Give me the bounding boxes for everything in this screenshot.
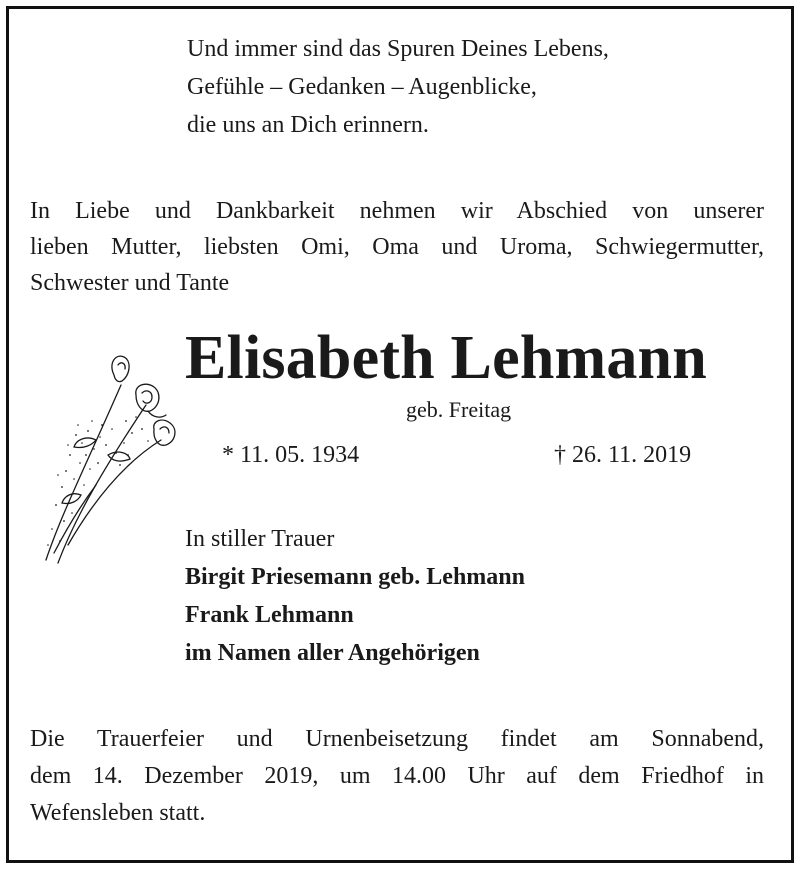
poem-line: Gefühle – Gedanken – Augenblicke, [187,74,537,100]
poem-line: die uns an Dich erinnern. [187,112,429,138]
poem [187,30,609,144]
birth-date: * 11. 05. 1934 [222,442,360,468]
mourner-name: im Namen aller Angehörigen [185,640,480,666]
mourning-heading: In stiller Trauer [185,526,335,552]
maiden-name: geb. Freitag [406,397,512,422]
mourner-name: Frank Lehmann [185,602,354,628]
funeral-line: Die Trauerfeier und Urnenbeisetzung findet am Sonnabend, [30,726,764,752]
poem-line: Und immer sind das Spuren Deines Lebens, [187,36,609,62]
intro-line: Schwester und Tante [30,270,230,296]
mourner-name: Birgit Priesemann geb. Lehmann [185,564,525,590]
intro-text [30,193,764,301]
mourners [185,520,525,672]
funeral-info [30,721,764,832]
deceased-name: Elisabeth Lehmann [185,324,707,392]
intro-line: lieben Mutter, liebsten Omi, Oma und Uroma, Schwiegermutter, [30,234,764,260]
funeral-line: Wefensleben statt. [30,800,206,826]
death-date: † 26. 11. 2019 [554,442,692,468]
intro-line: In Liebe und Dankbarkeit nehmen wir Abschied von unserer [30,198,764,224]
funeral-line: dem 14. Dezember 2019, um 14.00 Uhr auf dem Friedhof in [30,763,764,789]
roses-icon [36,345,181,570]
